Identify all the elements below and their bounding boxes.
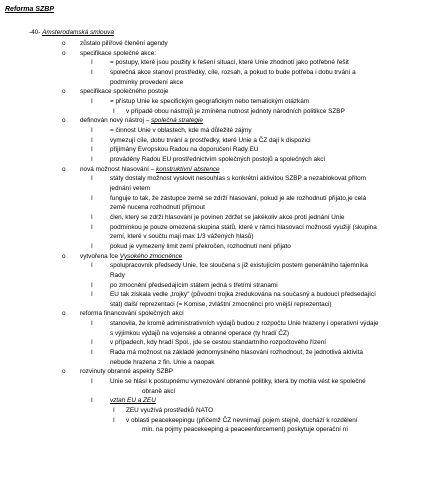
outline-line: [126, 407, 213, 414]
outline-line: [110, 291, 376, 298]
outline-line: [126, 417, 358, 424]
outline-line: [110, 59, 349, 66]
line-text: prováděny Radou EU prostřednictvím společných postojů a společných akcí: [110, 155, 326, 163]
section-heading: [29, 29, 114, 36]
bullet-o: o: [62, 252, 66, 260]
line-text: = přístup Unie ke specifickým geografickým nebo tematickým otázkám: [110, 97, 310, 105]
outline-line: [110, 156, 325, 163]
line-text: nová možnost hlasování –: [80, 165, 157, 173]
line-text: EU tak získala vedle „trojky" (původní trojka zredukována na současný a budoucí předsedající: [110, 291, 376, 299]
line-text: s výjimkou výdajů na vojenské a obranné operace (ty hradí ČZ): [110, 329, 290, 337]
line-text: obraně akcí: [142, 387, 176, 395]
outline-line: [110, 204, 205, 211]
bullet-i: I: [91, 146, 93, 154]
line-text: ZEU využívá prostředků NATO: [126, 407, 214, 415]
outline-line: [110, 195, 366, 202]
bullet-i: I: [91, 291, 93, 299]
line-text: = činnost Unie v oblastech, kde má důležité zájmy: [110, 126, 252, 134]
outline-line: [80, 310, 184, 317]
bullet-i: I: [91, 320, 93, 328]
bullet-i: I: [91, 194, 93, 202]
outline-line: [110, 330, 289, 337]
outline-line: [110, 282, 278, 289]
bullet-i: I: [91, 126, 93, 134]
outline-line: [110, 397, 156, 404]
outline-line: [142, 426, 348, 433]
bullet-i: I: [91, 213, 93, 221]
line-text: podmínky provedení akce: [110, 78, 184, 86]
outline-line: [80, 50, 156, 57]
line-text: nebude hrazena z fin. Unie a naopak: [110, 358, 215, 366]
bullet-i: I: [91, 97, 93, 105]
outline-line: [110, 137, 311, 144]
outline-line: [110, 127, 252, 134]
bullet-i: I: [91, 339, 93, 347]
outline-line: [110, 339, 326, 346]
bullet-o: o: [62, 49, 66, 57]
bullet-o: o: [62, 165, 66, 173]
line-text: společná akce stanoví prostředky, cíle, rozsah, a pokud to bude potřeba i dobu trvání a: [110, 68, 356, 76]
line-text: v případech, kdy hradí Spol., jde se cestou standartního rozpočtového řízení: [110, 339, 326, 347]
bullet-i: I: [91, 397, 93, 405]
outline-line: [110, 272, 125, 279]
bullet-i: I: [91, 349, 93, 357]
outline-line: [80, 40, 168, 47]
outline-line: [110, 301, 331, 308]
outline-line: [126, 108, 345, 115]
line-text: zemí, které v součtu mají max 1/3 vážených hlasů): [110, 233, 254, 241]
outline-line: [110, 79, 183, 86]
line-text: země nucena rozhodnutí přijmout: [110, 204, 205, 212]
bullet-i: I: [91, 68, 93, 76]
outline-line: [110, 349, 363, 356]
line-text: reforma financování společných akcí: [80, 310, 184, 318]
outline-line: [110, 175, 366, 182]
line-text: Rada má možnost na základě jednomyslného hlasování rozhodnout, že jednotlivá aktivita: [110, 349, 363, 357]
line-text: po zmocnění předsedajícím státem jedná s třetími stranami: [110, 281, 278, 289]
line-text: specifikace společné akce:: [80, 49, 157, 57]
bullet-o: o: [62, 368, 66, 376]
line-text: min. na pojmy peacekeeping a peaceenforcement) poskytuje operační ní: [142, 426, 349, 434]
outline-line: [110, 262, 368, 269]
line-text: stanovila, že kromě administrativních výdajů budou z rozpočtu Unie hrazeny i operativní výdaje: [110, 320, 379, 328]
bullet-i: I: [113, 416, 115, 424]
outline-line: [110, 214, 344, 221]
line-text: člen, který se zdrží hlasování je povinen zdržet se jakékoliv akce proti jednání Unie: [110, 213, 345, 221]
line-text: Unie se hlásí k postupnému vymezování obranné politiky, která by mohla vést ke společné: [110, 378, 366, 386]
outline-line: [110, 69, 356, 76]
outline-line: [80, 253, 182, 260]
bullet-i: I: [113, 107, 115, 115]
line-text: specifikace společného postoje: [80, 88, 169, 96]
line-emphasis: Vysokého zmocněnce: [119, 252, 183, 260]
outline-line: [110, 224, 377, 231]
section-prefix: -40-: [29, 29, 43, 36]
bullet-o: o: [62, 117, 66, 125]
outline-line: [110, 359, 214, 366]
line-text: vymezují cíle, dobu trvání a prostředky, které Unie a ČZ dají k dispozici: [110, 136, 311, 144]
bullet-o: o: [62, 40, 66, 47]
doc-title: Reforma SZBP: [5, 6, 55, 13]
outline-line: [80, 368, 173, 375]
bullet-i: I: [91, 281, 93, 289]
bullet-o: o: [62, 88, 66, 96]
line-text: zůstalo pilířové členění agendy: [80, 40, 168, 47]
bullet-i: I: [91, 378, 93, 386]
line-text: podmínkou je pouze omezená skupina států, které v rámci hlasovací možnosti využijí (skupina: [110, 223, 377, 231]
bullet-i: I: [91, 262, 93, 270]
line-text: vytvořena fce: [80, 252, 120, 260]
outline-line: [142, 388, 175, 395]
outline-line: [80, 88, 168, 95]
bullet-i: I: [91, 223, 93, 231]
bullet-i: I: [91, 136, 93, 144]
outline-line: [110, 243, 291, 250]
outline-line: [110, 378, 366, 385]
line-text: Rady: [110, 271, 125, 279]
line-text: jednání vetem: [110, 184, 151, 192]
outline-line: [110, 98, 309, 105]
line-text: = postupy, které jsou použity k řešení situací, které Unie zhodnotí jako potřebné řešit: [110, 59, 349, 67]
line-text: přijímány Evropskou Radou na doporučení Rady EU: [110, 146, 259, 154]
bullet-i: I: [113, 407, 115, 415]
bullet-i: I: [91, 175, 93, 183]
bullet-o: o: [62, 310, 66, 318]
outline-line: [110, 146, 259, 153]
line-text: v oblasti peacekeepingu (přičemž ČZ nevnímají pojem stejně, dochází k rozdělení: [126, 416, 358, 424]
line-emphasis: společná strategie: [151, 117, 203, 125]
section-title: Amsterodamská smlouva: [42, 29, 114, 36]
outline-line: [110, 185, 150, 192]
line-text: spolupracovník předsedy Unie, fce sloučena s již existujícím postem generálního tajemníka: [110, 262, 368, 270]
line-text: stát) další reprezentaci (= Komise, zvláštní zmocněnci pro vnější reprezentaci): [110, 300, 332, 308]
line-emphasis: vztah EU a ZEU: [110, 397, 156, 405]
outline-line: [110, 233, 254, 240]
bullet-i: I: [91, 242, 93, 250]
line-text: funguje to tak, že zástupce země se zdrží hlasování, pokud je ale rozhodnutí přijato,je celá: [110, 194, 367, 202]
outline-line: [80, 117, 203, 124]
line-emphasis: konstruktivní abstence: [156, 165, 220, 173]
line-text: v případě obou nástrojů je zmíněna nutnost jednoty národních politikce SZBP: [126, 107, 345, 115]
outline-line: [80, 166, 220, 173]
line-text: rozvinuty obranné aspekty SZBP: [80, 368, 174, 376]
bullet-i: I: [91, 59, 93, 67]
line-text: státy dostaly možnost vyslovit nesouhlas s konkrétní aktivitou SZBP a nezablokovat přitom: [110, 175, 366, 183]
outline-line: [110, 320, 379, 327]
line-text: definován nový nástroj –: [80, 117, 152, 125]
bullet-i: I: [91, 155, 93, 163]
line-text: pokud je vymezený limit zemí překročen, rozhodnutí není přijato: [110, 242, 291, 250]
